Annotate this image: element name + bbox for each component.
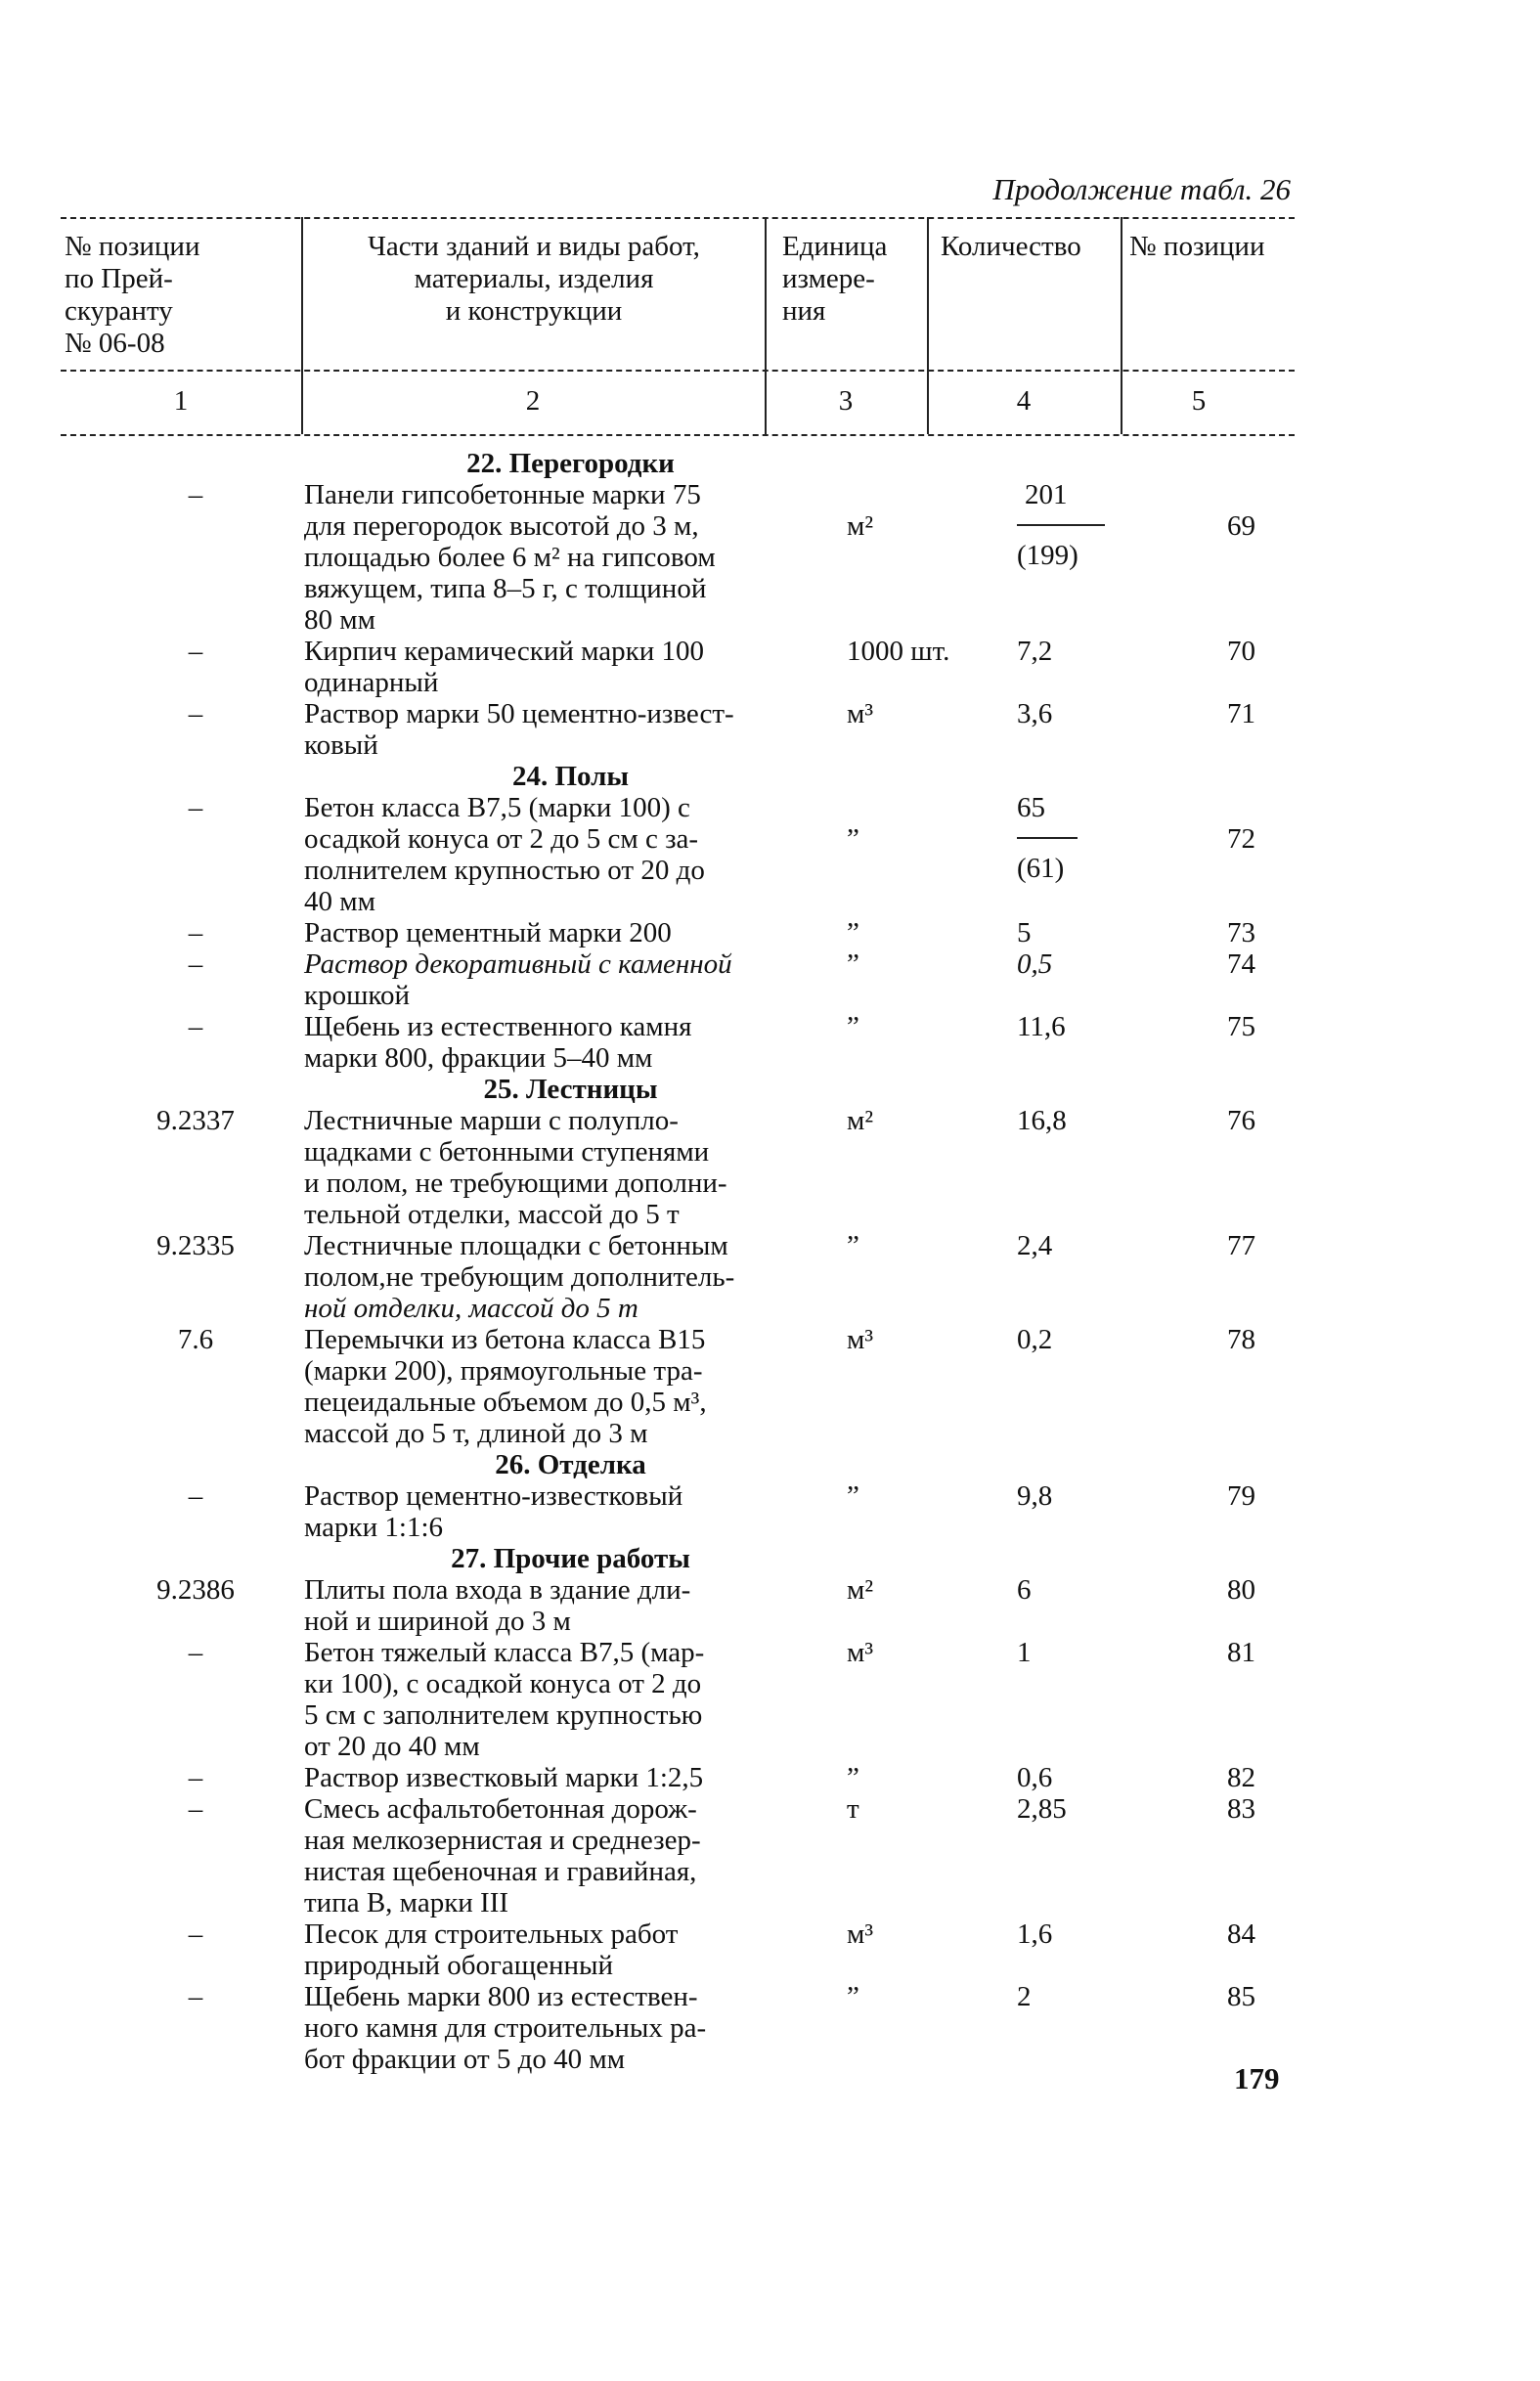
description-line: ки 100), с осадкой конуса от 2 до <box>304 1668 702 1699</box>
quantity-cell: 6 <box>1017 1574 1032 1606</box>
description-line: Лестничные марши с полупло- <box>304 1105 679 1136</box>
header-col1-line: № 06-08 <box>65 328 165 359</box>
table-caption: Продолжение табл. 26 <box>992 172 1291 206</box>
position-cell: – <box>188 917 203 948</box>
unit-cell: м² <box>847 1574 874 1606</box>
fraction-bar <box>1017 524 1105 526</box>
reference-cell: 80 <box>1227 1574 1255 1606</box>
position-cell: – <box>188 1637 203 1668</box>
description-line: ной отделки, массой до 5 т <box>304 1293 638 1324</box>
quantity-numerator: 201 <box>1025 479 1068 510</box>
description-cell <box>298 1762 837 1793</box>
description-line: бот фракции от 5 до 40 мм <box>304 2044 626 2075</box>
table-row <box>93 1324 1296 1449</box>
reference-cell: 75 <box>1227 1011 1255 1042</box>
description-line: и полом, не требующими дополни- <box>304 1168 727 1199</box>
table-row <box>93 698 1296 761</box>
unit-cell: 1000 шт. <box>847 636 950 667</box>
header-col2-line: и конструкции <box>445 295 623 327</box>
unit-cell: м² <box>847 510 874 542</box>
header-col1 <box>65 231 299 360</box>
unit-cell: ” <box>847 1230 859 1261</box>
fraction-bar <box>1017 837 1078 839</box>
description-line: осадкой конуса от 2 до 5 см с за- <box>304 823 699 855</box>
description-cell <box>298 698 837 761</box>
table-row <box>93 479 1296 636</box>
description-line: от 20 до 40 мм <box>304 1731 480 1762</box>
description-line: Бетон класса В7,5 (марки 100) с <box>304 792 690 823</box>
reference-cell: 76 <box>1227 1105 1255 1136</box>
description-line: массой до 5 т, длиной до 3 м <box>304 1418 648 1449</box>
quantity-cell: 16,8 <box>1017 1105 1067 1136</box>
position-cell: – <box>188 1981 203 2012</box>
unit-cell: ” <box>847 1981 859 2012</box>
quantity-cell: 5 <box>1017 917 1032 948</box>
reference-cell: 69 <box>1227 510 1255 542</box>
header-col1-line: по Прей- <box>65 263 173 294</box>
col-number-4: 4 <box>1016 385 1032 417</box>
position-cell: 9.2386 <box>156 1574 235 1606</box>
quantity-cell: 2,4 <box>1017 1230 1053 1261</box>
description-line: 40 мм <box>304 886 375 917</box>
description-line: Бетон тяжелый класса В7,5 (мар- <box>304 1637 705 1668</box>
unit-cell: м³ <box>847 1918 874 1950</box>
quantity-cell: 2,85 <box>1017 1793 1067 1825</box>
description-cell <box>298 948 837 1011</box>
quantity-cell: 0,5 <box>1017 948 1053 980</box>
quantity-cell <box>993 792 1178 884</box>
reference-cell: 71 <box>1227 698 1255 729</box>
description-line: Раствор цементно-известковый <box>304 1480 683 1512</box>
description-line: крошкой <box>304 980 411 1011</box>
quantity-fraction <box>1017 479 1105 571</box>
reference-cell: 82 <box>1227 1762 1255 1793</box>
description-line: 5 см с заполнителем крупностью <box>304 1699 703 1731</box>
description-cell <box>298 1637 837 1762</box>
description-line: ная мелкозернистая и среднезер- <box>304 1825 701 1856</box>
position-cell: – <box>188 698 203 729</box>
section-title: 26. Отделка <box>495 1449 646 1480</box>
description-line: тельной отделки, массой до 5 т <box>304 1199 680 1230</box>
position-cell: – <box>188 1480 203 1512</box>
header-col2 <box>305 231 763 328</box>
quantity-cell: 0,2 <box>1017 1324 1053 1355</box>
description-cell <box>298 1480 837 1543</box>
position-cell: – <box>188 948 203 980</box>
description-line: для перегородок высотой до 3 м, <box>304 510 699 542</box>
col-number-3: 3 <box>838 385 854 417</box>
description-line: Смесь асфальтобетонная дорож- <box>304 1793 697 1825</box>
reference-cell: 85 <box>1227 1981 1255 2012</box>
table-row <box>93 948 1296 1011</box>
section-title: 27. Прочие работы <box>451 1543 690 1574</box>
description-line: Плиты пола входа в здание дли- <box>304 1574 691 1606</box>
position-cell: 9.2335 <box>156 1230 235 1261</box>
unit-cell: м³ <box>847 698 874 729</box>
table-row <box>93 1918 1296 1981</box>
unit-cell: м² <box>847 1105 874 1136</box>
quantity-cell: 0,6 <box>1017 1762 1053 1793</box>
description-line: ковый <box>304 729 378 761</box>
section-title: 24. Полы <box>511 761 630 792</box>
header-col2-line: материалы, изделия <box>414 263 654 294</box>
description-line: Щебень марки 800 из естествен- <box>304 1981 698 2012</box>
col-number-5: 5 <box>1191 385 1207 417</box>
header-col3-line: ния <box>782 295 826 327</box>
reference-cell: 81 <box>1227 1637 1255 1668</box>
header-top-rule <box>61 217 1295 219</box>
reference-cell: 77 <box>1227 1230 1255 1261</box>
position-cell: – <box>188 792 203 823</box>
reference-cell: 70 <box>1227 636 1255 667</box>
position-cell: 9.2337 <box>156 1105 235 1136</box>
header-col3-line: Единица <box>782 231 888 262</box>
table-row <box>93 636 1296 698</box>
reference-cell: 84 <box>1227 1918 1255 1950</box>
description-line: природный обогащенный <box>304 1950 613 1981</box>
description-cell <box>298 1574 837 1637</box>
description-line: полом,не требующим дополнитель- <box>304 1261 735 1293</box>
unit-cell: м³ <box>847 1324 874 1355</box>
description-line: одинарный <box>304 667 439 698</box>
unit-cell: ” <box>847 1011 859 1042</box>
reference-cell: 73 <box>1227 917 1255 948</box>
description-line: полнителем крупностью от 20 до <box>304 855 705 886</box>
description-cell <box>298 1324 837 1449</box>
position-cell: 7.6 <box>177 1324 214 1355</box>
header-col1-line: скуранту <box>65 295 173 327</box>
table-row <box>93 1574 1296 1637</box>
header-col3 <box>782 231 925 328</box>
description-line: марки 800, фракции 5–40 мм <box>304 1042 653 1074</box>
reference-cell: 74 <box>1227 948 1255 980</box>
quantity-cell <box>993 479 1178 571</box>
description-cell <box>298 1011 837 1074</box>
position-cell: – <box>188 636 203 667</box>
quantity-cell: 9,8 <box>1017 1480 1053 1512</box>
table-row <box>93 792 1296 917</box>
description-line: (марки 200), прямоугольные тра- <box>304 1355 703 1387</box>
description-line: Панели гипсобетонные марки 75 <box>304 479 701 510</box>
description-cell <box>298 1230 837 1324</box>
description-line: Песок для строительных работ <box>304 1918 679 1950</box>
description-cell <box>298 917 837 948</box>
description-line: Перемычки из бетона класса В15 <box>304 1324 706 1355</box>
table-row <box>93 1793 1296 1918</box>
quantity-denominator: (199) <box>1017 540 1078 571</box>
description-line: вяжущем, типа 8–5 г, с толщиной <box>304 573 707 604</box>
header-col5-line: № позиции <box>1129 231 1265 262</box>
description-cell <box>298 1981 837 2075</box>
page-number: 179 <box>1234 2061 1280 2095</box>
table-row <box>93 1230 1296 1324</box>
table-row <box>93 917 1296 948</box>
description-cell <box>298 1105 837 1230</box>
unit-cell: ” <box>847 917 859 948</box>
table-row <box>93 1637 1296 1762</box>
header-mid-rule <box>61 370 1295 372</box>
table-row <box>93 1105 1296 1230</box>
description-cell <box>298 1793 837 1918</box>
header-col4 <box>941 231 1121 263</box>
quantity-denominator: (61) <box>1017 853 1065 884</box>
unit-cell: м³ <box>847 1637 874 1668</box>
description-cell <box>298 1918 837 1981</box>
description-line: нистая щебеночная и гравийная, <box>304 1856 697 1887</box>
unit-cell: ” <box>847 948 859 980</box>
header-col4-line: Количество <box>941 231 1081 262</box>
position-cell: – <box>188 1918 203 1950</box>
header-col5 <box>1129 231 1296 263</box>
description-line: ной и шириной до 3 м <box>304 1606 571 1637</box>
description-line: площадью более 6 м² на гипсовом <box>304 542 716 573</box>
quantity-numerator: 65 <box>1017 792 1045 823</box>
description-line: пецеидальные объемом до 0,5 м³, <box>304 1387 707 1418</box>
description-cell <box>298 792 837 917</box>
position-cell: – <box>188 1793 203 1825</box>
unit-cell: ” <box>847 823 859 855</box>
description-line: Кирпич керамический марки 100 <box>304 636 705 667</box>
quantity-cell: 11,6 <box>1017 1011 1066 1042</box>
unit-cell: ” <box>847 1762 859 1793</box>
description-line: ного камня для строительных ра- <box>304 2012 707 2044</box>
table-row <box>93 1011 1296 1074</box>
header-col2-line: Части зданий и виды работ, <box>368 231 700 262</box>
description-line: 80 мм <box>304 604 375 636</box>
col-number-1: 1 <box>173 385 189 417</box>
position-cell: – <box>188 479 203 510</box>
table-row <box>93 1762 1296 1793</box>
quantity-cell: 1,6 <box>1017 1918 1053 1950</box>
description-line: типа В, марки III <box>304 1887 509 1918</box>
position-cell: – <box>188 1011 203 1042</box>
quantity-fraction <box>1017 792 1078 884</box>
header-col1-line: № позиции <box>65 231 200 262</box>
quantity-cell: 1 <box>1017 1637 1032 1668</box>
description-line: Раствор марки 50 цементно-извест- <box>304 698 734 729</box>
description-line: щадками с бетонными ступенями <box>304 1136 710 1168</box>
description-line: Раствор известковый марки 1:2,5 <box>304 1762 704 1793</box>
reference-cell: 72 <box>1227 823 1255 855</box>
description-cell <box>298 479 837 636</box>
reference-cell: 78 <box>1227 1324 1255 1355</box>
quantity-cell: 2 <box>1017 1981 1032 2012</box>
table-body <box>93 448 1296 2075</box>
col-number-2: 2 <box>525 385 541 417</box>
header-bottom-rule <box>61 434 1295 436</box>
description-line: марки 1:1:6 <box>304 1512 443 1543</box>
description-line: Раствор цементный марки 200 <box>304 917 672 948</box>
reference-cell: 83 <box>1227 1793 1255 1825</box>
description-line: Щебень из естественного камня <box>304 1011 692 1042</box>
unit-cell: ” <box>847 1480 859 1512</box>
reference-cell: 79 <box>1227 1480 1255 1512</box>
section-title: 22. Перегородки <box>466 448 675 479</box>
section-title: 25. Лестницы <box>483 1074 658 1105</box>
description-line: Раствор декоративный с каменной <box>304 948 732 980</box>
description-cell <box>298 636 837 698</box>
quantity-cell: 3,6 <box>1017 698 1053 729</box>
table-row <box>93 1480 1296 1543</box>
position-cell: – <box>188 1762 203 1793</box>
quantity-cell: 7,2 <box>1017 636 1053 667</box>
table-row <box>93 1981 1296 2075</box>
description-line: Лестничные площадки с бетонным <box>304 1230 728 1261</box>
header-col3-line: измере- <box>782 263 875 294</box>
unit-cell: т <box>847 1793 859 1825</box>
